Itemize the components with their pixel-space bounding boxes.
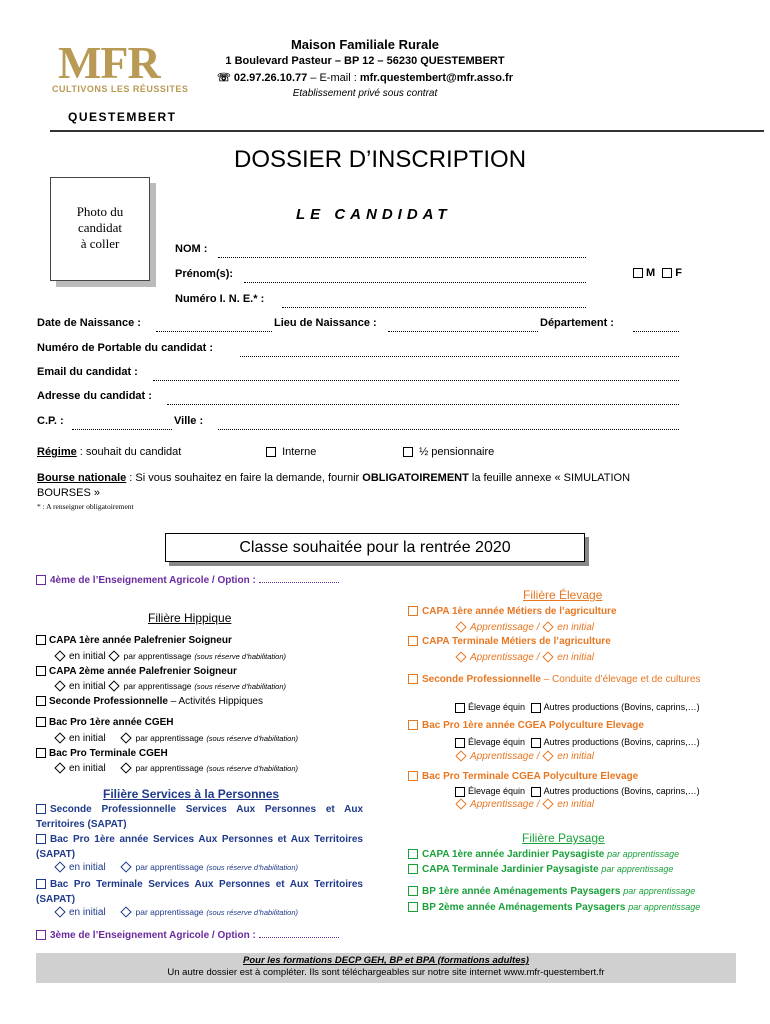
services-bacT-label: Bac Pro Terminale Services Aux Personnes et Aux Territoires (SAPAT) <box>36 879 363 905</box>
diamond-icon[interactable] <box>455 622 466 633</box>
hippique-bac1-checkbox[interactable] <box>36 717 46 727</box>
elevage-bacT-modes: Apprentissage / en initial <box>455 799 594 810</box>
email-field[interactable] <box>153 370 679 381</box>
elevage-bacT[interactable] <box>408 771 638 782</box>
diamond-icon[interactable] <box>121 733 132 744</box>
elevage-seconde-label: Seconde Professionnelle <box>422 674 541 685</box>
elevage-capaT-modes: Apprentissage / en initial <box>455 652 594 663</box>
bourse-label: Bourse nationale <box>37 472 127 484</box>
hippique-capa2-label: CAPA 2ème année Palefrenier Soigneur <box>49 666 237 677</box>
equin-checkbox[interactable] <box>455 787 465 797</box>
reserve-label: (sous réserve d’habilitation) <box>206 908 299 917</box>
departement-label: Département : <box>540 317 614 329</box>
services-bacT-checkbox[interactable] <box>36 879 46 889</box>
interne-checkbox[interactable] <box>266 447 276 457</box>
equin-label: Élevage équin <box>468 786 526 796</box>
reserve-label: (sous réserve d’habilitation) <box>206 764 299 773</box>
apprentissage-label: par apprentissage <box>135 763 204 773</box>
paysage-bp1[interactable] <box>408 886 695 897</box>
elevage-bacT-checkbox[interactable] <box>408 771 418 781</box>
nom-field[interactable] <box>218 247 586 258</box>
hippique-title: Filière Hippique <box>148 611 232 625</box>
regime-label: Régime <box>37 446 77 458</box>
phone-icon: ☏ <box>217 72 234 84</box>
hippique-capa1-label: CAPA 1ère année Palefrenier Soigneur <box>49 635 232 646</box>
initial-label: en initial <box>69 862 106 873</box>
school-name: Maison Familiale Rurale <box>290 37 440 52</box>
paysage-capa1-label: CAPA 1ère année Jardinier Paysagiste <box>422 849 605 860</box>
initial-label: en initial <box>69 907 106 918</box>
elevage-bac1-modes: Apprentissage / en initial <box>455 751 594 762</box>
hippique-bacT-checkbox[interactable] <box>36 748 46 758</box>
adresse-field[interactable] <box>167 394 679 405</box>
equin-checkbox[interactable] <box>455 703 465 713</box>
apprentissage-label: Apprentissage <box>470 622 534 633</box>
bourse-text3: BOURSES » <box>37 487 100 499</box>
email-prefix: – E-mail : <box>307 72 360 84</box>
services-seconde[interactable] <box>36 802 363 832</box>
troisieme-checkbox[interactable] <box>36 930 46 940</box>
diamond-icon[interactable] <box>54 862 65 873</box>
hippique-capa2[interactable] <box>36 666 237 677</box>
autres-checkbox[interactable] <box>531 787 541 797</box>
par-app-label: par apprentissage <box>623 886 696 896</box>
elevage-seconde[interactable] <box>408 672 708 687</box>
logo-mfr: MFR <box>58 37 160 88</box>
lieu-naissance-field[interactable] <box>388 321 538 332</box>
bourse-text2: la feuille annexe « SIMULATION <box>468 472 631 484</box>
apprentissage-label: par apprentissage <box>135 862 204 872</box>
equin-label: Élevage équin <box>468 737 526 747</box>
initial-label: en initial <box>69 733 106 744</box>
elevage-seconde-options <box>455 702 700 713</box>
logo-tagline: CULTIVONS LES RÉUSSITES <box>52 84 189 94</box>
diamond-icon[interactable] <box>543 652 554 663</box>
bourse-text <box>37 471 737 501</box>
diamond-icon[interactable] <box>54 907 65 918</box>
initial-label: en initial <box>557 622 594 633</box>
hippique-bacT-label: Bac Pro Terminale CGEH <box>49 748 168 759</box>
services-bacT[interactable] <box>36 877 363 907</box>
initial-label: en initial <box>557 751 594 762</box>
hippique-capa1[interactable] <box>36 635 232 646</box>
troisieme-option[interactable] <box>36 930 339 941</box>
portable-field[interactable] <box>240 346 679 357</box>
autres-label: Autres productions (Bovins, caprins,…) <box>543 702 700 712</box>
school-phone: 02.97.26.10.77 <box>233 72 308 84</box>
diamond-icon[interactable] <box>455 799 466 810</box>
school-email[interactable]: mfr.questembert@mfr.asso.fr <box>359 72 513 84</box>
diamond-icon[interactable] <box>54 681 65 692</box>
ine-field[interactable] <box>282 297 586 308</box>
elevage-capa1-modes: Apprentissage / en initial <box>455 622 594 633</box>
services-bac1-checkbox[interactable] <box>36 834 46 844</box>
photo-box[interactable] <box>50 177 150 281</box>
header-divider <box>50 130 764 132</box>
equin-checkbox[interactable] <box>455 738 465 748</box>
quatrieme-field[interactable] <box>259 582 339 583</box>
footer-line1: Pour les formations DECP GEH, BP et BPA (formations adultes) <box>243 955 529 966</box>
apprentissage-label: par apprentissage <box>135 907 204 917</box>
initial-label: en initial <box>69 763 106 774</box>
reserve-label: (sous réserve d’habilitation) <box>194 652 287 661</box>
troisieme-label: 3ème de l’Enseignement Agricole / Option : <box>50 930 256 941</box>
prenom-field[interactable] <box>244 272 586 283</box>
departement-field[interactable] <box>633 321 679 332</box>
hippique-bac1-modes <box>54 733 298 744</box>
nom-label: NOM : <box>175 243 208 255</box>
demi-checkbox[interactable] <box>403 447 413 457</box>
paysage-title: Filière Paysage <box>522 831 605 845</box>
hippique-capa1-checkbox[interactable] <box>36 635 46 645</box>
hippique-seconde-checkbox[interactable] <box>36 696 46 706</box>
hippique-capa2-modes <box>54 681 286 692</box>
services-bac1-modes <box>54 862 298 873</box>
initial-label: en initial <box>557 652 594 663</box>
apprentissage-label: Apprentissage <box>470 751 534 762</box>
m-checkbox[interactable] <box>633 268 643 278</box>
quatrieme-option[interactable] <box>36 575 339 586</box>
elevage-bac1-label: Bac Pro 1ère année CGEA Polyculture Elevage <box>422 720 644 731</box>
par-app-label: par apprentissage <box>607 849 680 859</box>
diamond-icon[interactable] <box>455 751 466 762</box>
regime-text: : souhait du candidat <box>76 446 182 458</box>
apprentissage-label: par apprentissage <box>135 733 204 743</box>
initial-label: en initial <box>557 799 594 810</box>
elevage-capaT-label: CAPA Terminale Métiers de l’agriculture <box>422 636 611 647</box>
regime-line <box>37 446 181 458</box>
interne-option[interactable] <box>266 446 316 458</box>
quatrieme-label: 4ème de l’Enseignement Agricole / Option : <box>50 575 256 586</box>
lieu-naissance-label: Lieu de Naissance : <box>274 317 377 329</box>
paysage-bp2[interactable] <box>408 902 700 913</box>
school-address: 1 Boulevard Pasteur – BP 12 – 56230 QUESTEMBERT <box>225 55 505 67</box>
elevage-bacT-label: Bac Pro Terminale CGEA Polyculture Elevage <box>422 771 639 782</box>
diamond-icon[interactable] <box>121 862 132 873</box>
demi-label: ½ pensionnaire <box>419 446 495 458</box>
candidat-title: LE CANDIDAT <box>296 206 452 223</box>
paysage-bp1-checkbox[interactable] <box>408 886 418 896</box>
ine-label: Numéro I. N. E.* : <box>175 293 265 305</box>
troisieme-field[interactable] <box>259 937 339 938</box>
hippique-seconde-suffix: – Activités Hippiques <box>167 696 263 707</box>
paysage-capaT-label: CAPA Terminale Jardinier Paysagiste <box>422 864 599 875</box>
autres-label: Autres productions (Bovins, caprins,…) <box>543 786 700 796</box>
hippique-capa2-checkbox[interactable] <box>36 666 46 676</box>
school-contact <box>205 71 525 84</box>
diamond-icon[interactable] <box>54 763 65 774</box>
elevage-bac1-checkbox[interactable] <box>408 720 418 730</box>
paysage-capaT[interactable] <box>408 864 673 875</box>
diamond-icon[interactable] <box>543 751 554 762</box>
elevage-capaT[interactable] <box>408 636 611 647</box>
initial-label: en initial <box>69 651 106 662</box>
classe-title: Classe souhaitée pour la rentrée 2020 <box>165 533 585 562</box>
quatrieme-checkbox[interactable] <box>36 575 46 585</box>
footer <box>36 953 736 983</box>
apprentissage-label: par apprentissage <box>123 681 192 691</box>
photo-text-1: Photo du <box>76 204 124 219</box>
apprentissage-label: Apprentissage <box>470 799 534 810</box>
photo-text-2: candidat <box>77 220 123 235</box>
elevage-seconde-checkbox[interactable] <box>408 674 418 684</box>
interne-label: Interne <box>282 446 317 458</box>
reserve-label: (sous réserve d’habilitation) <box>206 734 299 743</box>
bourse-bold: OBLIGATOIREMENT <box>362 472 469 484</box>
diamond-icon[interactable] <box>121 907 132 918</box>
adresse-label: Adresse du candidat : <box>37 390 152 402</box>
footer-line2: Un autre dossier est à compléter. Ils sont téléchargeables sur notre site internet www.mfr-questembert.fr <box>167 967 605 978</box>
cp-label: C.P. : <box>37 415 64 427</box>
cp-field[interactable] <box>72 419 172 430</box>
elevage-bac1[interactable] <box>408 720 644 731</box>
diamond-icon[interactable] <box>455 652 466 663</box>
services-bac1[interactable] <box>36 832 363 862</box>
email-label: Email du candidat : <box>37 366 138 378</box>
autres-checkbox[interactable] <box>531 703 541 713</box>
hippique-bacT-modes <box>54 763 298 774</box>
autres-label: Autres productions (Bovins, caprins,…) <box>543 737 700 747</box>
initial-label: en initial <box>69 681 106 692</box>
apprentissage-label: par apprentissage <box>123 651 192 661</box>
diamond-icon[interactable] <box>121 763 132 774</box>
diamond-icon[interactable] <box>543 799 554 810</box>
diamond-icon[interactable] <box>54 651 65 662</box>
reserve-label: (sous réserve d’habilitation) <box>206 863 299 872</box>
footnote: * : A renseigner obligatoirement <box>37 502 134 511</box>
document-title: DOSSIER D’INSCRIPTION <box>234 146 527 173</box>
school-note: Etablissement privé sous contrat <box>292 88 438 99</box>
hippique-seconde-label: Seconde Professionnelle <box>49 696 168 707</box>
paysage-bp2-label: BP 2ème année Aménagements Paysagers <box>422 902 626 913</box>
services-bacT-modes <box>54 907 298 918</box>
diamond-icon[interactable] <box>543 622 554 633</box>
paysage-bp2-checkbox[interactable] <box>408 902 418 912</box>
elevage-capa1[interactable] <box>408 606 617 617</box>
elevage-title: Filière Élevage <box>523 588 603 602</box>
elevage-capa1-label: CAPA 1ère année Métiers de l’agriculture <box>422 606 617 617</box>
elevage-capa1-checkbox[interactable] <box>408 606 418 616</box>
diamond-icon[interactable] <box>109 651 120 662</box>
equin-label: Élevage équin <box>468 702 526 712</box>
elevage-bac1-options <box>455 737 700 748</box>
portable-label: Numéro de Portable du candidat : <box>37 342 214 354</box>
autres-checkbox[interactable] <box>531 738 541 748</box>
hippique-capa1-modes <box>54 651 286 662</box>
gender-options <box>633 267 682 279</box>
hippique-bac1-label: Bac Pro 1ère année CGEH <box>49 717 174 728</box>
hippique-bacT[interactable] <box>36 748 168 759</box>
par-app-label: par apprentissage <box>628 902 701 912</box>
logo-town: QUESTEMBERT <box>68 110 177 124</box>
paysage-capaT-checkbox[interactable] <box>408 864 418 874</box>
diamond-icon[interactable] <box>109 681 120 692</box>
paysage-capa1[interactable] <box>408 849 679 860</box>
services-bac1-label: Bac Pro 1ère année Services Aux Personnes et Aux Territoires (SAPAT) <box>36 834 363 860</box>
services-seconde-label: Seconde Professionnelle Services Aux Personnes et Aux Territoires (SAPAT) <box>36 804 363 830</box>
m-label: M <box>646 267 656 279</box>
demi-option[interactable] <box>403 446 494 458</box>
reserve-label: (sous réserve d’habilitation) <box>194 682 287 691</box>
ville-label: Ville : <box>174 415 204 427</box>
bourse-text1: : Si vous souhaitez en faire la demande, fournir <box>126 472 363 484</box>
elevage-seconde-suffix: – Conduite d’élevage et de cultures <box>540 674 701 685</box>
ville-field[interactable] <box>218 419 679 430</box>
services-title: Filière Services à la Personnes <box>103 787 280 801</box>
paysage-bp1-label: BP 1ère année Aménagements Paysagers <box>422 886 621 897</box>
apprentissage-label: Apprentissage <box>470 652 534 663</box>
prenom-label: Prénom(s): <box>175 268 234 280</box>
par-app-label: par apprentissage <box>601 864 674 874</box>
elevage-capaT-checkbox[interactable] <box>408 636 418 646</box>
paysage-capa1-checkbox[interactable] <box>408 849 418 859</box>
diamond-icon[interactable] <box>54 733 65 744</box>
hippique-bac1[interactable] <box>36 717 174 728</box>
photo-text-3: à coller <box>80 236 120 251</box>
services-seconde-checkbox[interactable] <box>36 804 46 814</box>
hippique-seconde[interactable] <box>36 696 263 707</box>
f-checkbox[interactable] <box>662 268 672 278</box>
date-naissance-label: Date de Naissance : <box>37 317 141 329</box>
elevage-bacT-options <box>455 786 700 797</box>
date-naissance-field[interactable] <box>156 321 272 332</box>
f-label: F <box>675 267 682 279</box>
